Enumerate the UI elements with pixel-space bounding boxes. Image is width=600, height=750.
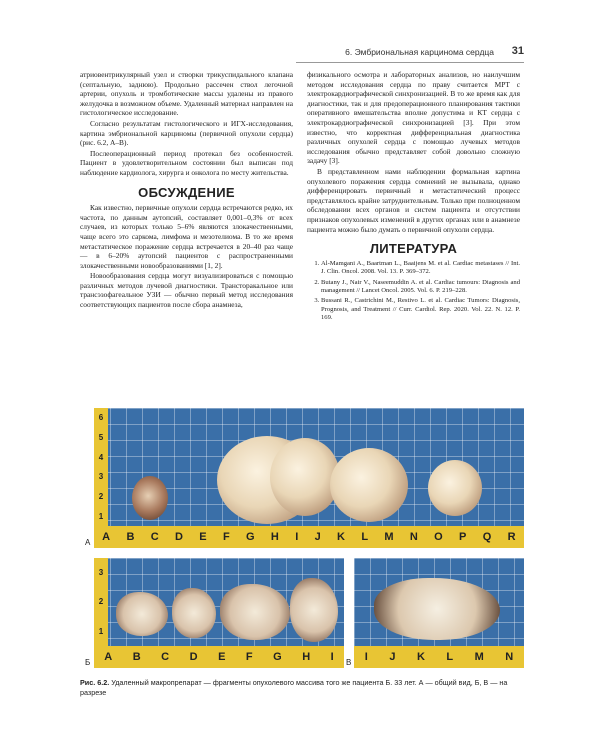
panel-label-c: В — [346, 658, 352, 667]
ruler-tick: 1 — [98, 511, 104, 521]
ruler-tick: A — [102, 531, 111, 543]
figure-caption — [80, 678, 525, 697]
paragraph: В представленном нами наблюдении формальная картина опухолевого поражения сердца сомнений не вызывала, однако дифференцировать первичный и метастатический процесс представлялось крайне затруднительным. Только при полноценном обследовании всех органов и систем пациента и отсутствии признаков опухолевых изменений в других органах или в анамнезе пациента можно было думать о первичной опухоли сердца. — [307, 166, 520, 234]
ruler-tick: D — [175, 531, 183, 543]
ruler-tick: N — [505, 651, 514, 663]
header-rule — [296, 62, 524, 63]
ruler-tick: 5 — [98, 432, 104, 442]
ruler-tick: Q — [482, 531, 492, 543]
ruler-tick: E — [218, 651, 226, 663]
ruler-tick: 4 — [98, 452, 104, 462]
ruler-tick: 3 — [98, 472, 104, 482]
section-heading-discussion: ОБСУЖДЕНИЕ — [138, 184, 235, 200]
paragraph: Новообразования сердца могут визуализироваться с помощью различных методов лучевой диагностики. Трансторакальное или трансэзофагеальное УЗИ — обычно первый метод исследования соответствующих пациентов после сбора анамнеза, — [80, 271, 293, 310]
ruler-tick: 6 — [98, 413, 104, 423]
tumor-fragment — [270, 438, 340, 516]
letter-ruler — [94, 526, 524, 548]
ruler-tick: A — [104, 651, 113, 663]
figure-panel-c — [354, 558, 524, 668]
page-number: 31 — [511, 45, 524, 57]
ruler-tick: B — [132, 651, 141, 663]
reference-item: 2. Butany J., Nair V., Naseemuddin A. et al. Cardiac tumours: Diagnosis and management // Lancet Oncol. 2005. Vol. 6. P. 219–228. — [321, 279, 520, 296]
ruler-tick: H — [270, 531, 279, 543]
side-ruler — [94, 408, 108, 526]
ruler-tick: J — [389, 651, 396, 663]
reference-list — [307, 260, 520, 323]
ruler-tick: L — [361, 531, 369, 543]
ruler-tick: I — [364, 651, 368, 663]
tumor-cross-section — [172, 588, 216, 638]
tumor-fragment — [132, 476, 168, 520]
ruler-tick: G — [273, 651, 282, 663]
section-heading-references: ЛИТЕРАТУРА — [369, 241, 458, 257]
ruler-tick: C — [150, 531, 159, 543]
ruler-tick: J — [314, 531, 321, 543]
ruler-tick: 3 — [98, 568, 104, 578]
ruler-tick: 1 — [98, 626, 104, 636]
tumor-fragment — [428, 460, 482, 516]
ruler-tick: 2 — [98, 597, 104, 607]
panel-label-a: А — [85, 538, 91, 547]
ruler-tick: H — [302, 651, 311, 663]
left-column — [80, 70, 293, 311]
ruler-tick: L — [446, 651, 454, 663]
letter-ruler — [94, 646, 344, 668]
caption-text: Удаленный макропрепарат — фрагменты опухолевого массива того же пациента Б. 33 лет. А — общий вид, Б, В — на разрезе — [80, 678, 508, 697]
ruler-tick: C — [161, 651, 170, 663]
ruler-tick: D — [189, 651, 198, 663]
ruler-tick: O — [434, 531, 443, 543]
figure-panel-b — [94, 558, 344, 668]
running-header — [78, 46, 524, 60]
tumor-cross-section — [290, 578, 338, 642]
tumor-cross-section — [116, 592, 168, 636]
ruler-tick: M — [474, 651, 484, 663]
ruler-tick: E — [199, 531, 207, 543]
ruler-tick: I — [295, 531, 299, 543]
paragraph: Как известно, первичные опухоли сердца встречаются редко, их частота, по данным аутопсий, составляет 0,001–0,3% от всех случаев, из которых только 5–6% являются злокачественными, чаще всего это саркома, лимфома и мезотелиома. В то же время метастатическое поражение сердца встречается в 20–40 раз чаще — в 6–20% аутопсий пациентов с распространенными злокачественными новообразованиями [1, 2]. — [80, 203, 293, 270]
reference-item: 3. Bussani R., Castrichini M., Restivo L. et al. Cardiac Tumors: Diagnosis, Prognosis, and Treatment // Curr. Cardiol. Rep. 2020. Vol. 22. N. 12. P. 169. — [321, 297, 520, 322]
ruler-tick: R — [507, 531, 516, 543]
side-ruler — [94, 558, 108, 646]
ruler-tick: B — [126, 531, 135, 543]
ruler-tick: K — [416, 651, 425, 663]
ruler-tick: I — [330, 651, 334, 663]
ruler-tick: K — [337, 531, 345, 543]
ruler-tick: M — [384, 531, 394, 543]
paragraph: Согласно результатам гистологического и ИГХ-исследования, картина эмбриональной карциномы (первичной опухоли сердца) (рис. 6.2, А–В). — [80, 118, 293, 148]
chapter-title: 6. Эмбриональная карцинома сердца — [345, 47, 494, 57]
paragraph: атриовентрикулярный узел и створки трикуспидального клапана (септальную, заднюю). Продольно рассечен ствол легочной артерии, опухоль и тромботические массы удалены из правого желудочка в возможном объеме. Удаленный материал направлен на гистологическое исследование. — [80, 70, 293, 118]
figure-panel-a — [94, 408, 524, 548]
tumor-cross-section — [220, 584, 290, 640]
reference-item: 1. Al-Mamgani A., Baartman L., Baaijens M. et al. Cardiac metastases // Int. J. Clin. Oncol. 2008. Vol. 13. P. 369–372. — [321, 260, 520, 277]
tumor-cross-section — [374, 578, 500, 640]
paragraph: Послеоперационный период протекал без особенностей. Пациент в удовлетворительном состоянии был выписан под наблюдение кардиолога, хирурга и онколога по месту жительства. — [80, 148, 293, 177]
ruler-tick: P — [459, 531, 467, 543]
ruler-tick: G — [246, 531, 255, 543]
caption-label: Рис. 6.2. — [80, 678, 110, 687]
ruler-tick: F — [245, 651, 253, 663]
ruler-tick: F — [222, 531, 230, 543]
ruler-tick: N — [409, 531, 418, 543]
right-column — [307, 70, 520, 325]
panel-label-b: Б — [85, 658, 91, 667]
letter-ruler — [354, 646, 524, 668]
paragraph: физикального осмотра и лабораторных анализов, но наилучшим методом исследования сердца по праву считается МРТ с электрокардиографической синхронизацией. В то же время как для диагностики, так и для предоперационного планирования тактики оперативного вмешательства вполне допустима и КТ сердца с электрокардиографической синхронизацией [3]. При этом известно, что корректная дифференциальная диагностика различных опухолей сердца с помощью лучевых методов исследования обычно представляет собой довольно сложную задачу [3]. — [307, 70, 520, 166]
ruler-tick: 2 — [98, 491, 104, 501]
tumor-fragment — [330, 448, 408, 522]
